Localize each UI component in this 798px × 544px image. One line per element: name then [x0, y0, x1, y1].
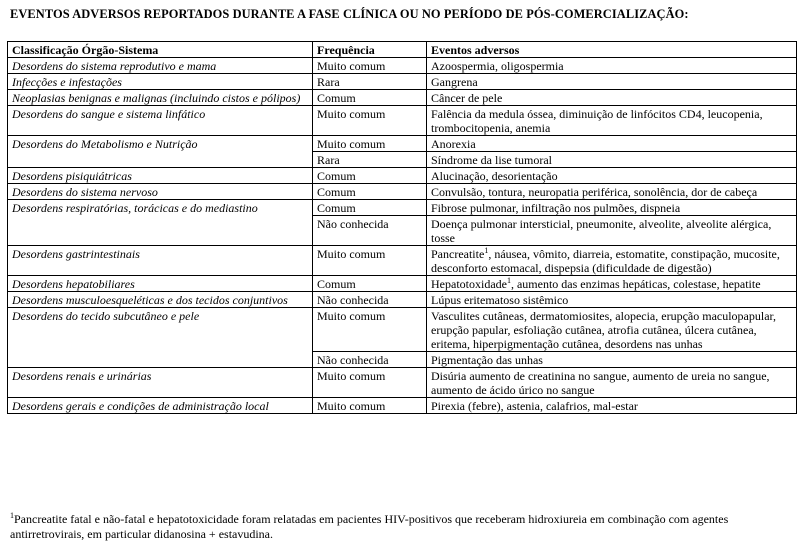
frequency-cell: Comum: [313, 90, 427, 106]
table-row: [8, 276, 797, 292]
events-cell: Alucinação, desorientação: [427, 168, 797, 184]
frequency-cell: Muito comum: [313, 398, 427, 414]
frequency-cell: Muito comum: [313, 308, 427, 352]
events-lead-text: Hepatotoxidade: [431, 277, 507, 291]
table-row: [8, 58, 797, 74]
events-rest-text: , náusea, vômito, diarreia, estomatite, constipação, mucosite, desconforto estomacal, dispepsia (dificuldade de digestão): [431, 247, 780, 275]
organ-class-cell: Desordens do sistema nervoso: [8, 184, 313, 200]
table-row: [8, 292, 797, 308]
header-frequency: Frequência: [313, 42, 427, 58]
organ-class-cell: Desordens renais e urinárias: [8, 368, 313, 398]
events-lead-text: Pancreatite: [431, 247, 485, 261]
footnote-marker: 1: [10, 511, 14, 520]
organ-class-cell: Desordens pisiquiátricas: [8, 168, 313, 184]
frequency-cell: Não conhecida: [313, 292, 427, 308]
table-row: [8, 308, 797, 352]
frequency-cell: Rara: [313, 152, 427, 168]
table-row: [8, 74, 797, 90]
table-row: [8, 90, 797, 106]
events-cell: Azoospermia, oligospermia: [427, 58, 797, 74]
footnote-text: Pancreatite fatal e não-fatal e hepatotoxicidade foram relatadas em pacientes HIV-positivos que receberam hidroxiureia em combinação com agentes antirretrovirais, em particular didanosina + estavudina.: [10, 512, 729, 541]
table-header-row: [8, 42, 797, 58]
frequency-cell: Comum: [313, 276, 427, 292]
header-organ-class: Classificação Órgão-Sistema: [8, 42, 313, 58]
events-cell: Convulsão, tontura, neuropatia periférica, sonolência, dor de cabeça: [427, 184, 797, 200]
events-cell: Câncer de pele: [427, 90, 797, 106]
adverse-events-table: [7, 41, 797, 414]
page-title: EVENTOS ADVERSOS REPORTADOS DURANTE A FASE CLÍNICA OU NO PERÍODO DE PÓS-COMERCIALIZAÇÃO:: [10, 7, 689, 21]
frequency-cell: Comum: [313, 168, 427, 184]
organ-class-cell: Desordens respiratórias, torácicas e do mediastino: [8, 200, 313, 246]
footnote-ref: 1: [506, 276, 511, 285]
events-cell: Fibrose pulmonar, infiltração nos pulmões, dispneia: [427, 200, 797, 216]
organ-class-cell: Desordens do tecido subcutâneo e pele: [8, 308, 313, 368]
table-row: [8, 200, 797, 216]
organ-class-cell: Desordens musculoesqueléticas e dos tecidos conjuntivos: [8, 292, 313, 308]
frequency-cell: Muito comum: [313, 106, 427, 136]
frequency-cell: Muito comum: [313, 58, 427, 74]
table-row: [8, 246, 797, 276]
table-row: [8, 368, 797, 398]
header-adverse-events: Eventos adversos: [427, 42, 797, 58]
organ-class-cell: Infecções e infestações: [8, 74, 313, 90]
frequency-cell: Muito comum: [313, 368, 427, 398]
organ-class-cell: Desordens gerais e condições de administração local: [8, 398, 313, 414]
frequency-cell: Não conhecida: [313, 352, 427, 368]
events-cell: Doença pulmonar intersticial, pneumonite, alveolite, alveolite alérgica, tosse: [427, 216, 797, 246]
events-cell: Síndrome da lise tumoral: [427, 152, 797, 168]
events-cell: Anorexia: [427, 136, 797, 152]
organ-class-cell: Neoplasias benignas e malignas (incluindo cistos e pólipos): [8, 90, 313, 106]
events-cell: Gangrena: [427, 74, 797, 90]
events-cell: [427, 246, 797, 276]
organ-class-cell: Desordens gastrintestinais: [8, 246, 313, 276]
events-cell: Lúpus eritematoso sistêmico: [427, 292, 797, 308]
table-row: [8, 398, 797, 414]
table-row: [8, 168, 797, 184]
events-cell: Disúria aumento de creatinina no sangue, aumento de ureia no sangue, aumento de ácido úrico no sangue: [427, 368, 797, 398]
organ-class-cell: Desordens do sangue e sistema linfático: [8, 106, 313, 136]
events-cell: Vasculites cutâneas, dermatomiosites, alopecia, erupção maculopapular, erupção papular, esfoliação cutânea, atrofia cutânea, úlcera cutânea, eritema, hiperpigmentação cutânea, desordens nas unhas: [427, 308, 797, 352]
events-cell: Pirexia (febre), astenia, calafrios, mal-estar: [427, 398, 797, 414]
frequency-cell: Não conhecida: [313, 216, 427, 246]
frequency-cell: Rara: [313, 74, 427, 90]
table-row: [8, 136, 797, 152]
footnote: [10, 512, 794, 542]
events-rest-text: , aumento das enzimas hepáticas, colestase, hepatite: [510, 277, 761, 291]
frequency-cell: Muito comum: [313, 136, 427, 152]
table-row: [8, 106, 797, 136]
events-cell: Pigmentação das unhas: [427, 352, 797, 368]
frequency-cell: Comum: [313, 184, 427, 200]
events-cell: [427, 276, 797, 292]
organ-class-cell: Desordens do sistema reprodutivo e mama: [8, 58, 313, 74]
table-row: [8, 184, 797, 200]
events-cell: Falência da medula óssea, diminuição de linfócitos CD4, leucopenia, trombocitopenia, anemia: [427, 106, 797, 136]
frequency-cell: Muito comum: [313, 246, 427, 276]
organ-class-cell: Desordens do Metabolismo e Nutrição: [8, 136, 313, 168]
organ-class-cell: Desordens hepatobiliares: [8, 276, 313, 292]
frequency-cell: Comum: [313, 200, 427, 216]
footnote-ref: 1: [484, 246, 489, 255]
